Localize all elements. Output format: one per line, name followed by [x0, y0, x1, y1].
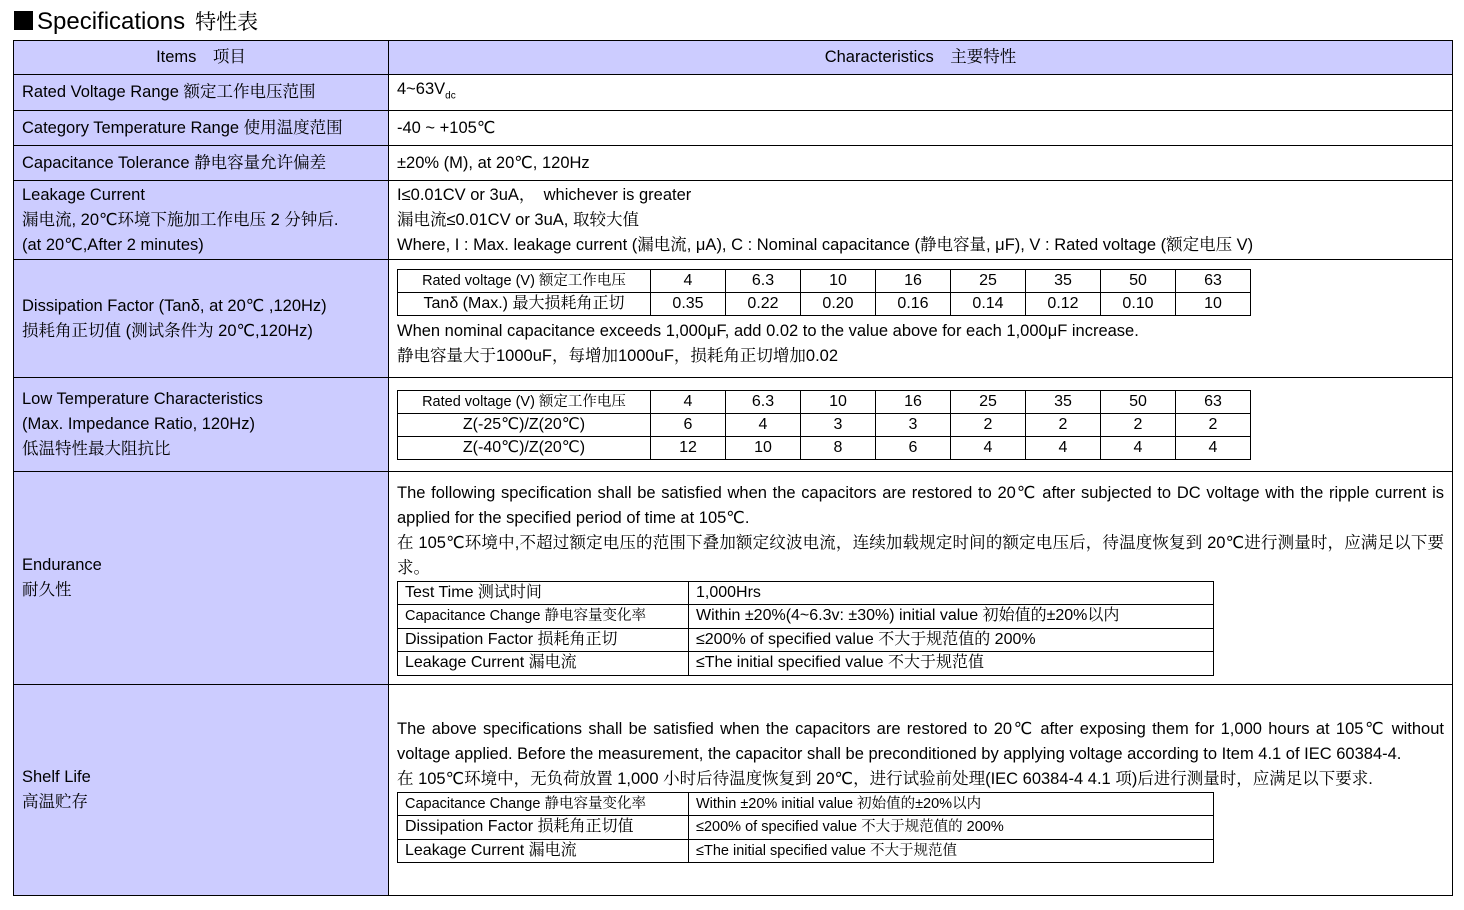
rated-voltage-row-label: Rated voltage (V) 额定工作电压 — [398, 269, 651, 292]
endurance-table — [397, 581, 1214, 676]
row-capacitance-tolerance — [14, 146, 1453, 181]
square-bullet-icon — [14, 11, 33, 30]
endurance-value — [389, 472, 1453, 685]
row-endurance — [14, 472, 1453, 685]
rated-voltage-label: Rated Voltage Range 额定工作电压范围 — [14, 75, 389, 111]
cap-tolerance-label: Capacitance Tolerance 静电容量允许偏差 — [14, 146, 389, 181]
table-row: Dissipation Factor 损耗角正切 ≤200% of specified value 不大于规范值的 200% — [398, 628, 1214, 652]
shelf-table — [397, 792, 1214, 864]
table-row: Leakage Current 漏电流 ≤The initial specified value 不大于规范值 — [398, 839, 1214, 863]
dissipation-note-en: When nominal capacitance exceeds 1,000μF, add 0.02 to the value above for each 1,000μF increase. — [397, 321, 1139, 340]
table-row: Test Time 测试时间 1,000Hrs — [398, 581, 1214, 605]
low-temp-value — [389, 378, 1453, 472]
table-row: Z(-25℃)/Z(20℃) 6 4 3 3 2 2 2 2 — [398, 413, 1251, 436]
shelf-value — [389, 685, 1453, 896]
shelf-para-en: The above specifications shall be satisfied when the capacitors are restored to 20℃ after exposing them for 1,000 hours at 105℃ without voltage applied. Before the measurement, the capacitor shall be preconditioned by applying voltage according to Item 4.1 of IEC 60384-4. — [397, 719, 1444, 763]
title-zh: 特性表 — [195, 10, 259, 34]
table-row: Dissipation Factor 损耗角正切值 ≤200% of specified value 不大于规范值的 200% — [398, 816, 1214, 840]
tan-delta-row-label: Tanδ (Max.) 最大损耗角正切 — [398, 292, 651, 315]
shelf-label: Shelf Life 高温贮存 — [14, 685, 389, 896]
endurance-para-en: The following specification shall be satisfied when the capacitors are restored to 20℃ after subjected to DC voltage with the ripple current is applied for the specified period of time at 105℃. — [397, 483, 1444, 527]
row-shelf-life — [14, 685, 1453, 896]
category-temp-label: Category Temperature Range 使用温度范围 — [14, 111, 389, 146]
dissipation-label: Dissipation Factor (Tanδ, at 20℃ ,120Hz) 损耗角正切值 (测试条件为 20℃,120Hz) — [14, 260, 389, 378]
category-temp-value: -40 ~ +105℃ — [389, 111, 1453, 146]
row-category-temperature — [14, 111, 1453, 146]
low-temp-label: Low Temperature Characteristics (Max. Impedance Ratio, 120Hz) 低温特性最大阻抗比 — [14, 378, 389, 472]
row-low-temperature — [14, 378, 1453, 472]
impedance-ratio-table — [397, 390, 1251, 460]
table-row: Leakage Current 漏电流 ≤The initial specified value 不大于规范值 — [398, 652, 1214, 676]
title-en: Specifications — [37, 8, 186, 35]
endurance-label: Endurance 耐久性 — [14, 472, 389, 685]
row-dissipation-factor — [14, 260, 1453, 378]
shelf-para-zh: 在 105℃环境中，无负荷放置 1,000 小时后待温度恢复到 20℃，进行试验前处理(IEC 60384-4 4.1 项)后进行测量时，应满足以下要求. — [397, 769, 1373, 788]
rated-voltage-value: $4\sim 63V_{dc}$ — [389, 75, 1453, 111]
table-row: Rated voltage (V) 额定工作电压 4 6.3 10 16 25 35 50 63 — [398, 269, 1251, 292]
leakage-value: I≤0.01CV or 3uA， whichever is greater 漏电流≤0.01CV or 3uA, 取较大值 Where, I : Max. leakage current (漏电流, μA), C : Nominal capacitance (静电容量, μF), V : Rated voltage (额定电压 V) — [389, 181, 1453, 260]
table-row: Capacitance Change 静电容量变化率 Within ±20%(4~6.3v: ±30%) initial value 初始值的±20%以内 — [398, 605, 1214, 629]
dissipation-note-zh: 静电容量大于1000uF，每增加1000uF，损耗角正切增加0.02 — [397, 346, 839, 365]
header-row — [14, 41, 1453, 75]
table-row: Tanδ (Max.) 最大损耗角正切 0.35 0.22 0.20 0.16 0.14 0.12 0.10 10 — [398, 292, 1251, 315]
row-leakage-current — [14, 181, 1453, 260]
dissipation-value — [389, 260, 1453, 378]
table-row: Rated voltage (V) 额定工作电压 4 6.3 10 16 25 35 50 63 — [398, 390, 1251, 413]
endurance-para-zh: 在 105℃环境中,不超过额定电压的范围下叠加额定纹波电流，连续加载规定时间的额定电压后，待温度恢复到 20℃进行测量时，应满足以下要求。 — [397, 533, 1444, 577]
cap-tolerance-value: ±20% (M), at 20℃, 120Hz — [389, 146, 1453, 181]
table-row: Z(-40℃)/Z(20℃) 12 10 8 6 4 4 4 4 — [398, 436, 1251, 459]
page-title — [14, 6, 258, 38]
specifications-table — [13, 40, 1453, 896]
leakage-label: Leakage Current 漏电流, 20℃环境下施加工作电压 2 分钟后. (at 20℃,After 2 minutes) — [14, 181, 389, 260]
row-rated-voltage — [14, 75, 1453, 111]
header-characteristics: Characteristics 主要特性 — [389, 41, 1453, 75]
tan-delta-table — [397, 269, 1251, 316]
table-row: Capacitance Change 静电容量变化率 Within ±20% initial value 初始值的±20%以内 — [398, 792, 1214, 816]
header-items: Items 项目 — [14, 41, 389, 75]
